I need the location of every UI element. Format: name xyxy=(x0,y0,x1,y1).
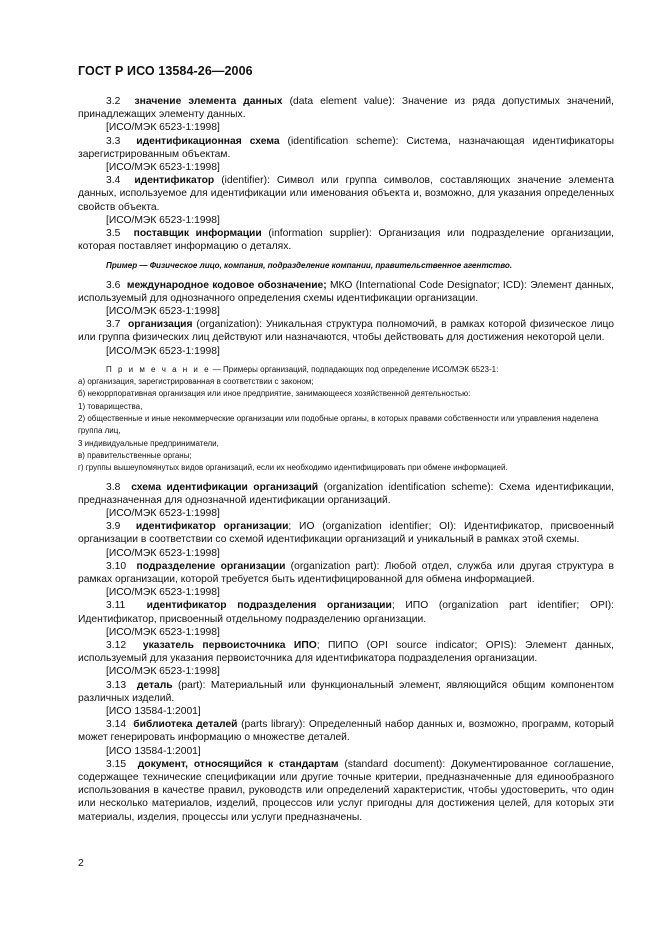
term-entry: 3.6 международное кодовое обозначение; МКО (International Code Designator; ICD): Элемент данных, используемый для однозначного определения схемы идентификации организации. xyxy=(78,279,614,304)
page-number: 2 xyxy=(78,857,84,869)
term-entry: 3.3 идентификационная схема (identification scheme): Система, назначающая идентификаторы зарегистрированным объектам. xyxy=(78,135,614,160)
note-item: 2) общественные и иные некоммерческие организации или подобные органы, в которых правами собственности или управления наделена группа лиц, xyxy=(78,414,599,436)
term-reference: [ИСО/МЭК 6523-1:1998] xyxy=(106,547,220,559)
term-reference: [ИСО/МЭК 6523-1:1998] xyxy=(106,666,220,678)
term-entry: 3.12 указатель первоисточника ИПО; ПИПО (OPI source indicator; OPIS): Элемент данных, используемый для указания первоисточника для идентификатора подразделения организации. xyxy=(78,639,614,665)
term-reference: [ИСО 13584-1:2001] xyxy=(106,705,201,717)
document-header: ГОСТ Р ИСО 13584-26—2006 xyxy=(78,64,253,78)
term-reference: [ИСО/МЭК 6523-1:1998] xyxy=(106,507,220,519)
term-reference: [ИСО/МЭК 6523-1:1998] xyxy=(106,306,220,318)
term-reference: [ИСО/МЭК 6523-1:1998] xyxy=(106,626,220,638)
term-entry: 3.14 библиотека деталей (parts library): Определенный набор данных и, возможно, программ, который может генерировать информацию о множестве деталей. xyxy=(78,719,614,744)
note-item: 1) товарищества, xyxy=(78,401,143,411)
note-item: 3 индивидуальные предприниматели, xyxy=(78,438,219,448)
term-entry: 3.11 идентификатор подразделения организации; ИПО (organization part identifier; OPI): Идентификатор, присвоенный отдельному подразделению организации. xyxy=(78,600,614,625)
term-reference: [ИСО/МЭК 6523-1:1998] xyxy=(106,587,220,599)
term-entry: 3.7 организация (organization): Уникальная структура полномочий, в рамках которой физическое лицо или группа физических лиц действуют или назначаются, чтобы действовать для достижения некоторой цели. xyxy=(78,319,614,344)
note-item: б) некоррпоративная организация или иное предприятие, занимающееся хозяйственной деятельностью: xyxy=(78,389,471,399)
term-entry: 3.2 значение элемента данных (data element value): Значение из ряда допустимых значений, принадлежащих элементу данных. xyxy=(78,96,614,121)
term-reference: [ИСО/МЭК 6523-1:1998] xyxy=(106,162,220,174)
term-entry: 3.9 идентификатор организации; ИО (organization identifier; OI): Идентификатор, присвоенный организации в соответствии со схемой идентификации организаций и уникальный в рамках этой схемы. xyxy=(78,521,614,546)
note-item: а) организация, зарегистрированная в соответствии с законом; xyxy=(78,377,314,387)
term-entry: 3.4 идентификатор (identifier): Символ или группа символов, составляющих значение элемента данных, используемое для идентификации или именования объекта и, возможно, для указания определенных свойств объекта. xyxy=(78,175,614,213)
term-entry: 3.10 подразделение организации (organization part): Любой отдел, служба или другая структура в рамках организации, которой требуется быть идентифицированной для обмена информацией. xyxy=(78,560,614,585)
term-reference: [ИСО/МЭК 6523-1:1998] xyxy=(106,122,220,134)
term-entry: 3.15 документ, относящийся к стандартам (standard document): Документированное соглашение, содержащее технические спецификации или другие точные критерии, предназначенные для единообразного использования в качестве правил, руководств или определений характеристик, чтобы удостоверить, что один или несколько материалов, изделий, процессов или услуг пригодны для достижения целей, для которых эти материалы, изделия, процессы или услуги предназначены. xyxy=(78,758,614,823)
note-item: в) правительственные органы; xyxy=(78,450,192,460)
term-entry: 3.8 схема идентификации организаций (organization identification scheme): Схема идентификации, предназначенная для однозначной идентификации организаций. xyxy=(78,481,614,506)
note-intro: П р и м е ч а н и е — Примеры организаций, подпадающих под определение ИСО/МЭК 6523-1: xyxy=(106,364,499,374)
term-entry: 3.5 поставщик информации (information supplier): Организация или подразделение организации, которая поставляет информацию о деталях. xyxy=(78,228,614,253)
document-body xyxy=(78,95,614,824)
term-entry: 3.13 деталь (part): Материальный или функциональный элемент, являющийся общим компонентом различных изделий. xyxy=(78,679,614,704)
term-reference: [ИСО 13584-1:2001] xyxy=(106,745,201,757)
example-text: Пример — Физическое лицо, компания, подразделение компании, правительственное агентство. xyxy=(106,261,513,271)
note-item: г) группы вышеупомянутых видов организаций, если их необходимо идентифицировать при обмене информацией. xyxy=(78,463,508,473)
term-reference: [ИСО/МЭК 6523-1:1998] xyxy=(106,345,220,357)
term-reference: [ИСО/МЭК 6523-1:1998] xyxy=(106,214,220,226)
